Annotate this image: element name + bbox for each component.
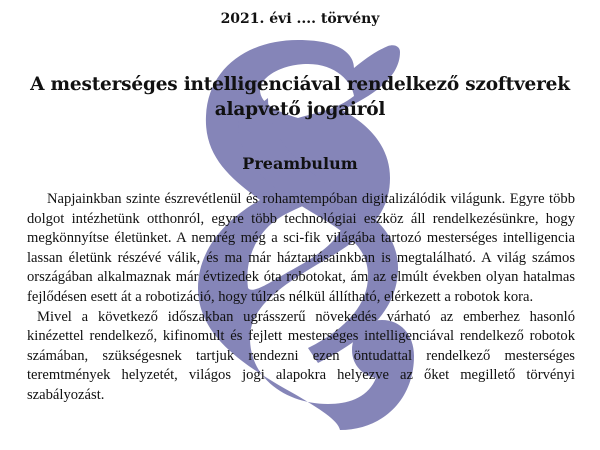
section-heading-preambulum: Preambulum	[242, 154, 358, 173]
paragraph-2: Mivel a következő időszakban ugrásszerű növekedés várható az emberhez hasonló kinézettel rendelkező, kifinomult és fejlett mesterséges intelligenciával rendelkező robotok számában, szükségesnek tartjuk rendezni ezen öntudattal rendelkező mesterséges teremtmények helyzetét, világos jogi alapokra helyezve az őket megillető törvényi szabályozást.	[27, 308, 575, 403]
law-number-heading: 2021. évi .... törvény	[220, 11, 380, 27]
title-line-2: alapvető jogairól	[214, 99, 386, 120]
title-line-1: A mesterséges intelligenciával rendelkező szoftverek	[30, 74, 570, 95]
paragraph-1: Napjainkban szinte észrevétlenül és rohamtempóban digitalizálódik világunk. Egyre több dolgot intézhetünk otthonról, egyre több technológiai eszköz áll rendelkezésünkre, hogy megkönnyítse életünket. A nemrég még a sci-fik világába tartozó mesterséges intelligencia lassan életünk részévé válik, és ma már háztartásainkban is megtalálható. A világ számos országában alkalmaznak már évtizedek óta robotokat, ám az elmúlt években olyan hatalmas fejlődésen esett át a robotizáció, hogy túlzás nélkül állítható, elérkezett a robotok kora.	[27, 191, 575, 305]
preamble-body	[27, 190, 575, 406]
document-title	[20, 72, 580, 122]
